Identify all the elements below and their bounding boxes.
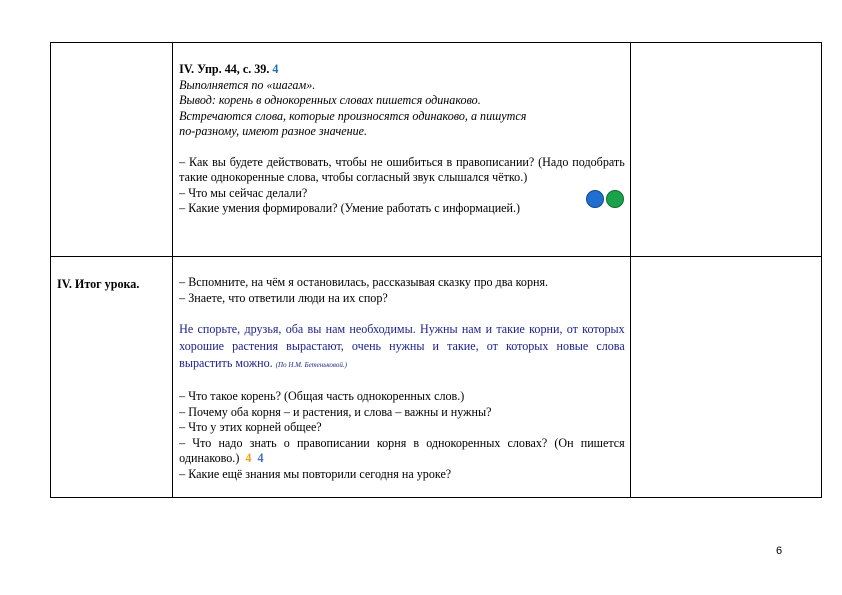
lesson-plan-table bbox=[50, 42, 822, 498]
quote-source: (По Н.М. Бетеньковой.) bbox=[275, 361, 347, 369]
italic-line: Выполняется по «шагам». bbox=[179, 77, 316, 92]
question-line: – Какие умения формировали? (Умение работать с информацией.) bbox=[179, 201, 521, 215]
stage-cell bbox=[51, 43, 173, 257]
table-row bbox=[51, 257, 822, 498]
notes-cell bbox=[630, 257, 821, 498]
stage-cell bbox=[51, 257, 173, 498]
number-badge: 4 bbox=[257, 451, 264, 465]
notes-cell bbox=[630, 43, 821, 257]
italic-line: Встречаются слова, которые произносятся одинаково, а пишутся bbox=[179, 108, 527, 123]
conclusion-line: Вывод: корень в однокоренных словах пишется одинаково. bbox=[179, 93, 481, 107]
question-line: – Что такое корень? (Общая часть однокоренных слов.) bbox=[179, 389, 465, 403]
table-row bbox=[51, 43, 822, 257]
italic-line: по-разному, имеют разное значение. bbox=[179, 124, 368, 138]
intro-line: – Знаете, что ответили люди на их спор? bbox=[179, 290, 388, 305]
exercise-heading: IV. Упр. 44, с. 39. 4 bbox=[179, 62, 279, 76]
number-badge: 4 bbox=[272, 62, 279, 76]
question-paragraph: – Как вы будете действовать, чтобы не ошибиться в правописании? (Надо подобрать такие однокоренные слова, чтобы согласный звук слышался чётко.) bbox=[179, 154, 625, 184]
page-number: 6 bbox=[776, 545, 783, 557]
green-circle-icon bbox=[606, 190, 624, 208]
fairy-tale-quote: Не спорьте, друзья, оба вы нам необходимы. Нужны нам и такие корни, от которых хорошие растения вырастают, очень нужны и такие, от которых новые слова вырастить можно. (По Н.М. Бетеньковой.) bbox=[179, 322, 625, 370]
question-line: – Что у этих корней общее? bbox=[179, 420, 322, 434]
question-line: – Что мы сейчас делали? bbox=[179, 185, 308, 200]
question-line: – Какие ещё знания мы повторили сегодня на уроке? bbox=[179, 466, 452, 481]
question-paragraph: – Что надо знать о правописании корня в однокоренных словах? (Он пишется одинаково.) 4 4 bbox=[179, 435, 625, 465]
activity-cell bbox=[173, 43, 631, 257]
blue-circle-icon bbox=[586, 190, 604, 208]
status-dots bbox=[586, 190, 624, 208]
question-line: – Почему оба корня – и растения, и слова – важны и нужны? bbox=[179, 404, 492, 419]
number-badge: 4 bbox=[245, 451, 252, 465]
intro-line: – Вспомните, на чём я остановилась, рассказывая сказку про два корня. bbox=[179, 275, 549, 289]
stage-title: IV. Итог урока. bbox=[57, 277, 140, 291]
activity-cell bbox=[173, 257, 631, 498]
